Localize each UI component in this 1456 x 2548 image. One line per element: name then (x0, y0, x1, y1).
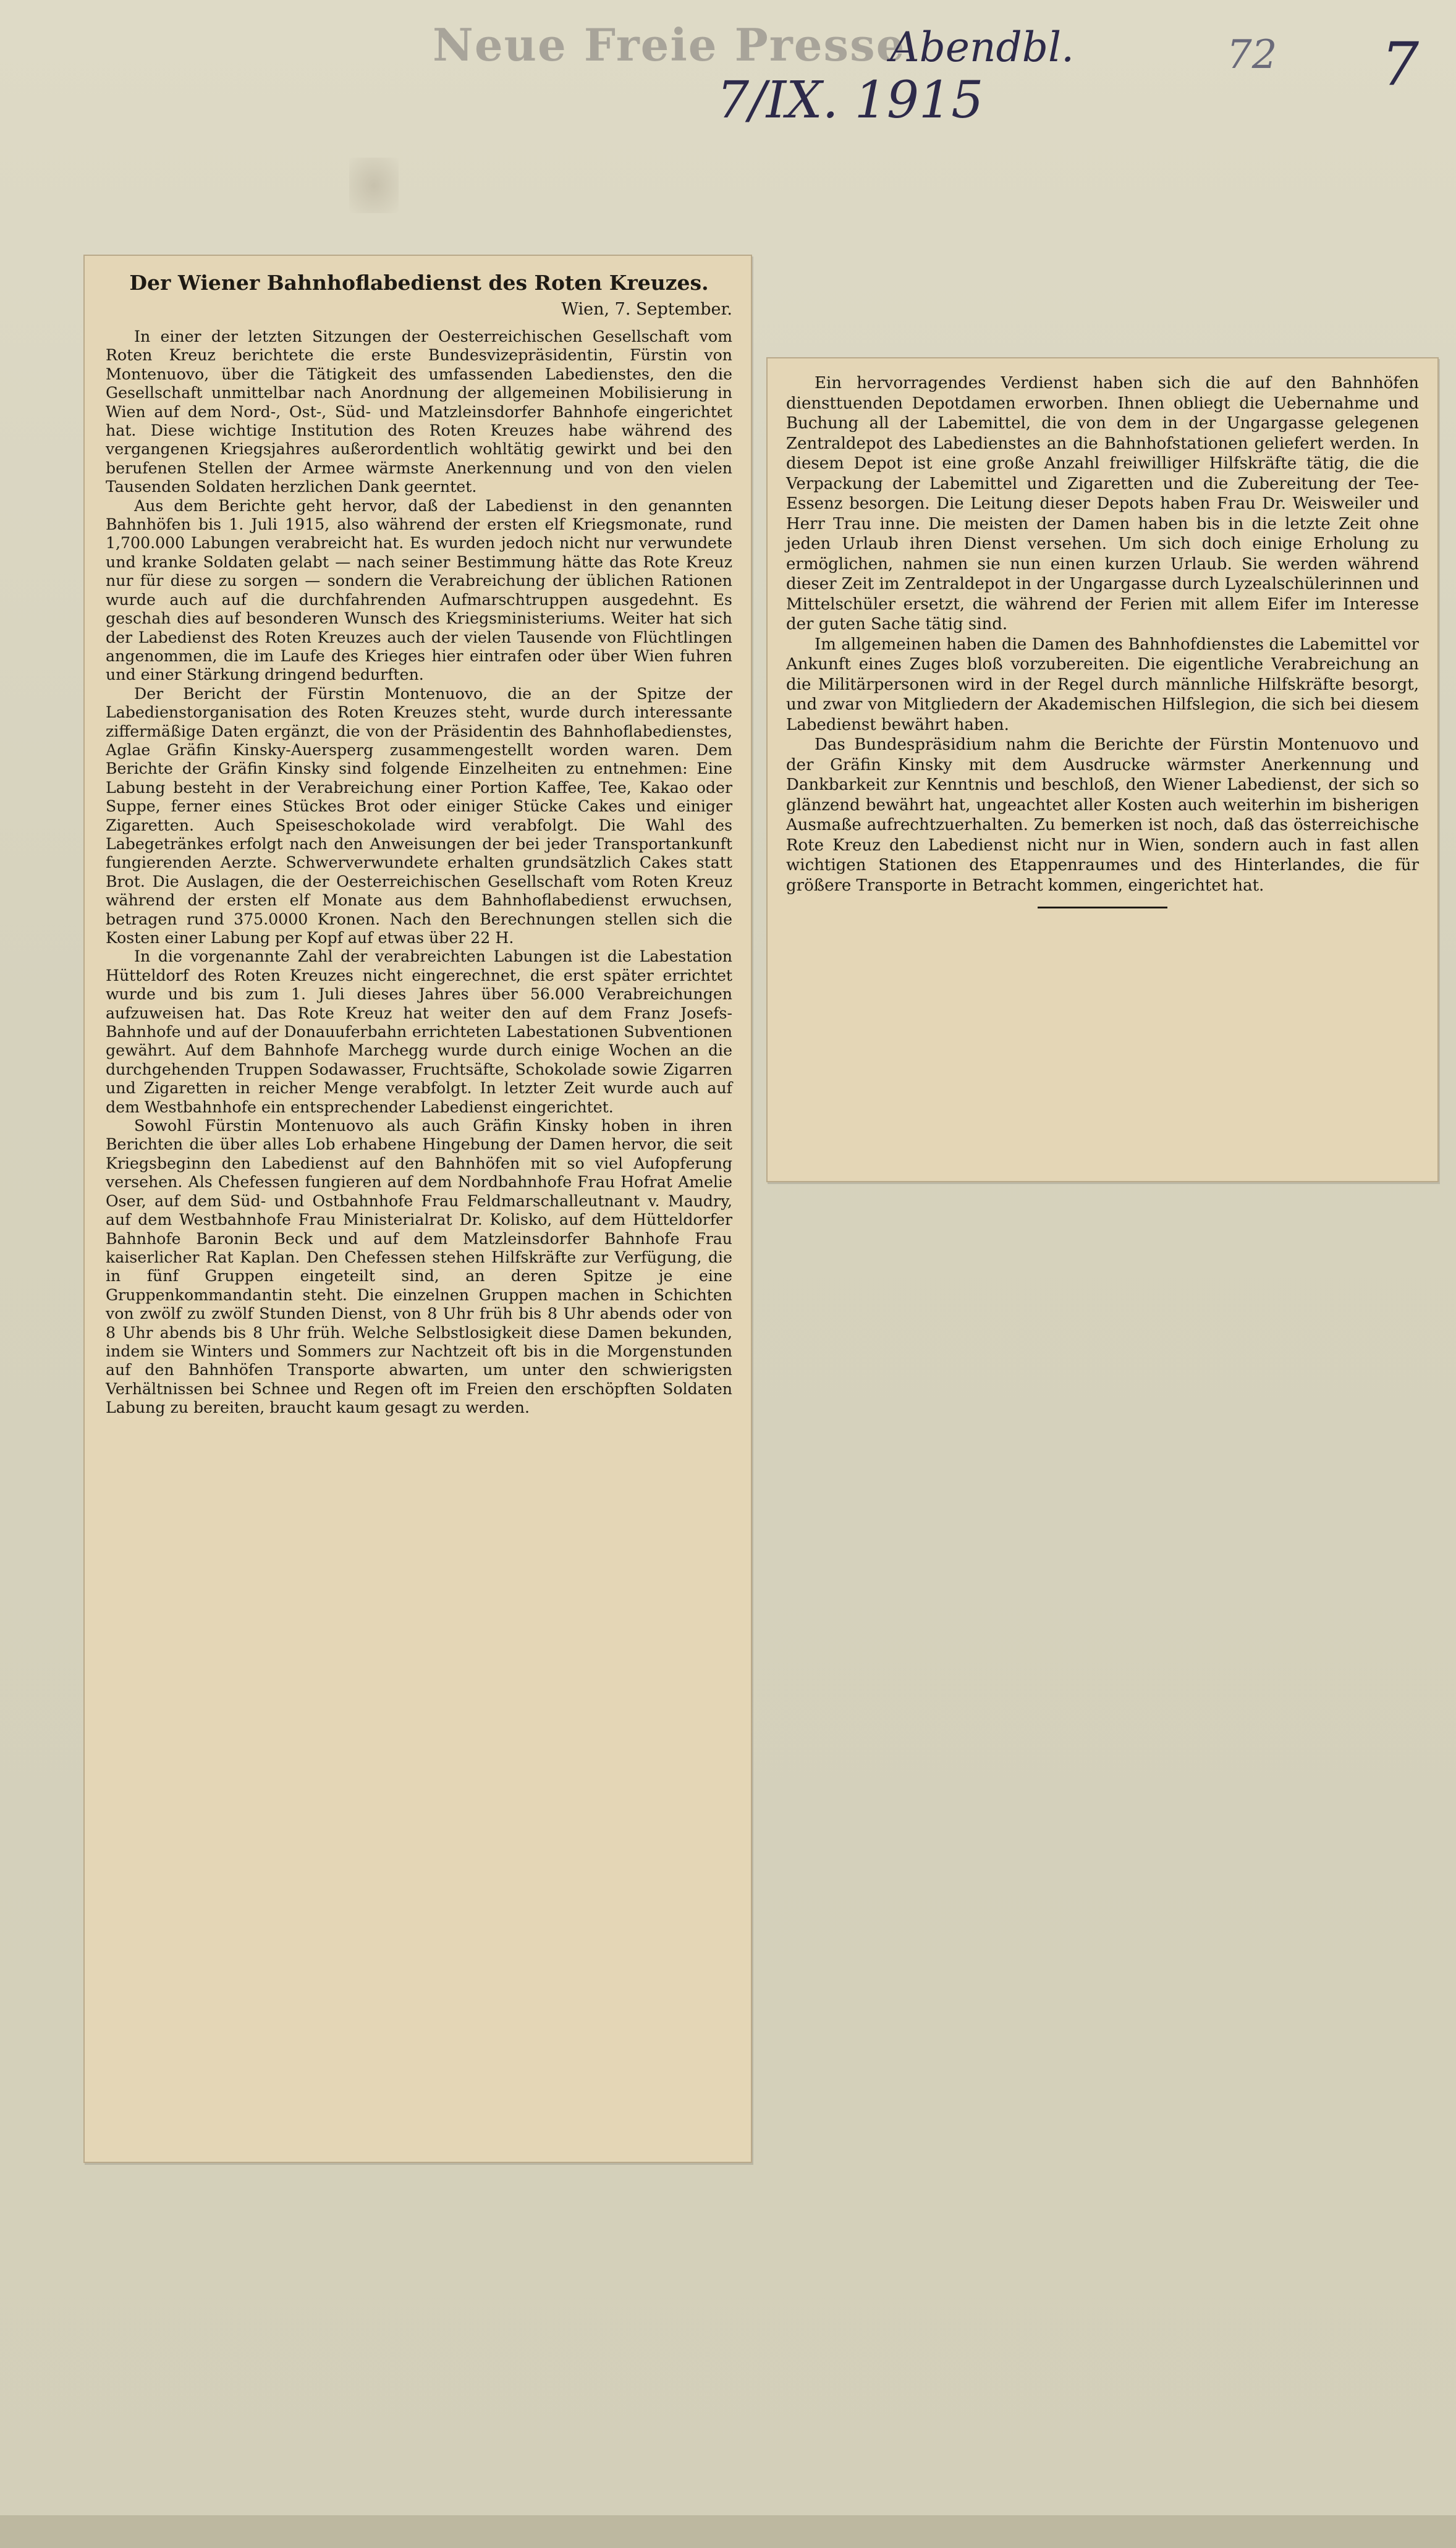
clipping-right-column (766, 357, 1439, 1182)
handwritten-page-number: 72 (1227, 32, 1277, 78)
sheet-bottom-edge (0, 2515, 1456, 2548)
article-headline: Der Wiener Bahnhoflabedienst des Roten Kreuzes. (129, 271, 709, 295)
article-paragraph: Sowohl Fürstin Montenuovo als auch Gräfin Kinsky hoben in ihren Berichten die über alles Lob erhabene Hingebung der Damen hervor, die seit Kriegsbeginn den Labedienst auf den Bahnhöfen mit so viel Aufopferung versehen. Als Chefessen fungieren auf dem Nordbahnhofe Frau Hofrat Amelie Oser, auf dem Süd- und Ostbahnhofe Frau Feldmarschalleutnant v. Maudry, auf dem Westbahnhofe Frau Ministerialrat Dr. Kolisko, auf dem Hütteldorfer Bahnhofe Baronin Beck und auf dem Matzleinsdorfer Bahnhofe Frau kaiserlicher Rat Kaplan. Den Chefessen stehen Hilfskräfte zur Verfügung, die in fünf Gruppen eingeteilt sind, an deren Spitze je eine Gruppenkommandantin steht. Die einzelnen Gruppen machen in Schichten von zwölf zu zwölf Stunden Dienst, von 8 Uhr früh bis 8 Uhr abends oder von 8 Uhr abends bis 8 Uhr früh. Welche Selbstlosigkeit diese Damen bekunden, indem sie Winters und Sommers zur Nachtzeit oft bis in die Morgenstunden auf den Bahnhöfen Transporte abwarten, um unter den schwierigsten Verhältnissen bei Schnee und Regen oft im Freien den erschöpften Soldaten Labung zu bereiten, braucht kaum gesagt zu werden. (106, 1117, 732, 1417)
article-paragraph: In die vorgenannte Zahl der verabreichten Labungen ist die Labestation Hütteldorf des Roten Kreuzes nicht eingerechnet, die erst später errichtet wurde und bis zum 1. Juli dieses Jahres über 56.000 Verabreichungen aufzuweisen hat. Das Rote Kreuz hat weiter den auf dem Franz Josefs-Bahnhofe und auf der Donauuferbahn errichteten Labestationen Subventionen gewährt. Auf dem Bahnhofe Marchegg wurde durch einige Wochen an die durchgehenden Truppen Sodawasser, Fruchtsäfte, Schokolade sowie Zigarren und Zigaretten in reicher Menge verabfolgt. In letzter Zeit wurde auch auf dem Westbahnhofe ein entsprechender Labedienst eingerichtet. (106, 947, 732, 1116)
article-paragraph: Das Bundespräsidium nahm die Berichte der Fürstin Montenuovo und der Gräfin Kinsky mit dem Ausdrucke wärmster Anerkennung und Dankbarkeit zur Kenntnis und beschloß, den Wiener Labedienst, der sich so glänzend bewährt hat, ungeachtet aller Kosten auch weiterhin im bisherigen Ausmaße aufrechtzuerhalten. Zu bemerken ist noch, daß das österreichische Rote Kreuz den Labedienst nicht nur in Wien, sondern auch in fast allen wichtigen Stationen des Etappenraumes und des Hinterlandes, die für größere Transporte in Betracht kommen, eingerichtet hat. (786, 735, 1419, 895)
article-paragraph: Im allgemeinen haben die Damen des Bahnhofdienstes die Labemittel vor Ankunft eines Zuges bloß vorzubereiten. Die eigentliche Verabreichung an die Militärpersonen wird in der Regel durch männliche Hilfskräfte besorgt, und zwar von Mitgliedern der Akademischen Hilfslegion, die sich bei diesem Labedienst bewährt haben. (786, 635, 1419, 734)
article-dateline: Wien, 7. September. (561, 300, 732, 319)
article-paragraph: Aus dem Berichte geht hervor, daß der Labedienst in den genannten Bahnhöfen bis 1. Juli 1915, also während der ersten elf Kriegsmonate, rund 1,700.000 Labungen verabreicht hat. Es wurden jedoch nicht nur verwundete und kranke Soldaten gelabt — nach seiner Bestimmung hätte das Rote Kreuz nur für diese zu sorgen — sondern die Verabreichung der üblichen Rationen wurde auch auf die durchfahrenden Aufmarschtruppen ausgedehnt. Es geschah dies auf besonderen Wunsch des Kriegsministeriums. Weiter hat sich der Labedienst des Roten Kreuzes auch der vielen Tausende von Flüchtlingen angenommen, die im Laufe des Krieges hier eintrafen oder über Wien fuhren und einer Stärkung dringend bedurften. (106, 496, 732, 684)
handwritten-date-note: 7/IX. 1915 (717, 71, 984, 130)
article-end-rule (1038, 907, 1167, 908)
article-paragraph: Ein hervorragendes Verdienst haben sich die auf den Bahnhöfen diensttuenden Depotdamen erworben. Ihnen obliegt die Uebernahme und Buchung all der Labemittel, die von dem in der Ungargasse gelegenen Zentraldepot des Labedienstes an die Bahnhofstationen geliefert werden. In diesem Depot ist eine große Anzahl freiwilliger Hilfskräfte tätig, die die Verpackung der Labemittel und Zigaretten und die Zubereitung der Tee-Essenz besorgen. Die Leitung dieser Depots haben Frau Dr. Weisweiler und Herr Trau inne. Die meisten der Damen haben bis in die letzte Zeit ohne jeden Urlaub ihren Dienst versehen. Um sich doch einige Erholung zu ermöglichen, nahmen sie nun einen kurzen Urlaub. Sie werden während dieser Zeit im Zentraldepot in der Ungargasse durch Lyzealschülerinnen und Mittelschüler ersetzt, die während der Ferien mit allem Eifer im Interesse der guten Sache tätig sind. (786, 374, 1419, 633)
clipping-left-column (83, 255, 752, 2163)
newspaper-masthead: Neue Freie Presse (433, 19, 906, 71)
handwritten-edition-note: Abendbl. (890, 23, 1075, 71)
article-paragraph: Der Bericht der Fürstin Montenuovo, die an der Spitze der Labedienstorganisation des Roten Kreuzes steht, wurde durch interessante ziffermäßige Daten ergänzt, die von der Präsidentin des Bahnhoflabedienstes, Aglae Gräfin Kinsky-Auersperg zusammengestellt worden waren. Dem Berichte der Gräfin Kinsky sind folgende Einzelheiten zu entnehmen: Eine Labung besteht in der Verabreichung einer Portion Kaffee, Tee, Kakao oder Suppe, ferner eines Stückes Brot oder einiger Stücke Cakes und einiger Zigaretten. Auch Speiseschokolade wird verabfolgt. Die Wahl des Labegetränkes erfolgt nach den Anweisungen der bei jeder Transportankunft fungierenden Aerzte. Schwerverwundete erhalten grundsätzlich Cakes statt Brot. Die Auslagen, die der Oesterreichischen Gesellschaft vom Roten Kreuz während der ersten elf Monate aus dem Bahnhoflabedienst erwuchsen, betragen rund 375.0000 Kronen. Nach den Berechnungen stellen sich die Kosten einer Labung per Kopf auf etwas über 22 H. (106, 684, 732, 947)
handwritten-item-number: 7 (1381, 30, 1420, 99)
paper-stain (349, 158, 399, 213)
article-paragraph: In einer der letzten Sitzungen der Oesterreichischen Gesellschaft vom Roten Kreuz berichtete die erste Bundesvizepräsidentin, Fürstin von Montenuovo, über die Tätigkeit des umfassenden Labedienstes, den die Gesellschaft unmittelbar nach Anordnung der allgemeinen Mobilisierung in Wien auf dem Nord-, Ost-, Süd- und Matzleinsdorfer Bahnhofe eingerichtet hat. Diese wichtige Institution des Roten Kreuzes habe während des vergangenen Kriegsjahres außerordentlich wohltätig gewirkt und bei den berufenen Stellen der Armee wärmste Anerkennung und von den vielen Tausenden Soldaten herzlichen Dank geerntet. (106, 328, 732, 496)
